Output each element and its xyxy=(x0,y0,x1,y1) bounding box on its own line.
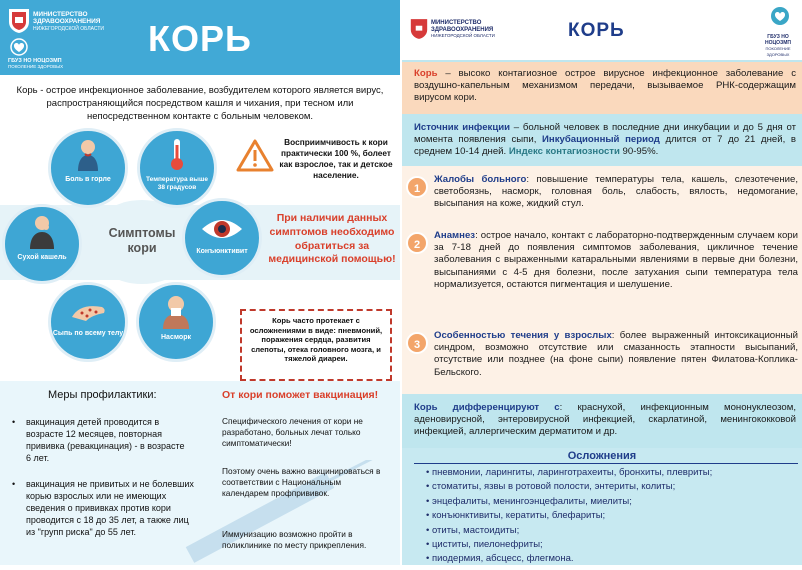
vaccine-title: От кори поможет вакцинация! xyxy=(222,389,379,401)
differential-text xyxy=(414,402,796,439)
source-term: Источник инфекции xyxy=(414,122,511,133)
symptom-dry-cough xyxy=(2,204,82,284)
ministry-line2: ЗДРАВООХРАНЕНИЯ xyxy=(33,18,101,25)
complication-item: • пневмонии, ларингиты, ларинготрахеиты, бронхиты, плевриты; xyxy=(426,466,796,480)
center-logo-icon xyxy=(10,38,28,56)
item-term-2: Анамнез xyxy=(434,230,476,241)
item-term-3: Особенностью течения у взрослых xyxy=(434,330,612,341)
complication-item: • пиодермия, абсцесс, флегмона. xyxy=(426,552,796,566)
definition-body: – высоко контагиозное острое вирусное инфекционное заболевание с воздушно-капельным механизмом передачи, вызываемое РНК-содержащим вирусом кори. xyxy=(414,68,796,104)
complication-item: • отиты, мастоидиты; xyxy=(426,524,796,538)
item-1 xyxy=(406,174,798,211)
right-ministry-region: НИЖЕГОРОДСКОЙ ОБЛАСТИ xyxy=(431,33,495,38)
ministry-region: НИЖЕГОРОДСКОЙ ОБЛАСТИ xyxy=(33,26,104,32)
right-ministry-line2: ЗДРАВООХРАНЕНИЯ xyxy=(431,26,494,33)
vaccine-text-2: Поэтому очень важно вакцинироваться в соответствии с Национальным календарем профпрививок. xyxy=(222,466,381,498)
sore-throat-icon xyxy=(73,137,103,171)
definition-text xyxy=(414,68,796,105)
symptom-label-runny-nose: Насморк xyxy=(161,334,191,341)
prevention-item-1: • вакцинация детей проводится в возрасте 12 месяцев, повторная прививка (ревакцинация) - в возрасте 6 лет. xyxy=(12,416,190,464)
item-number-2: 2 xyxy=(406,232,428,254)
item-text-1: : повышение температуры тела, кашель, слезотечение, светобоязнь, насморк, головная боль, слабость, вялость, недомогание, высыпания на коже, жидкий стул. xyxy=(434,174,798,210)
index-body: 90-95%. xyxy=(619,146,659,158)
complication-item: • циститы, пиелонефриты; xyxy=(426,538,796,552)
item-number-1: 1 xyxy=(406,176,428,198)
source-text xyxy=(414,122,796,159)
definition-term: Корь xyxy=(414,68,438,79)
symptom-fever xyxy=(137,128,217,208)
item-2 xyxy=(406,230,798,291)
right-ministry-name xyxy=(431,20,495,40)
item-text-3: : более выраженный интоксикационный синдром, возможно отсутствие или смазанность этапности высыпаний, отсутствие или позднее (на фоне сыпи) появление пятен Филатова-Коплика-Бельского. xyxy=(434,330,798,378)
right-center-line1: ГБУЗ НО НОЦОЗМП xyxy=(765,34,791,46)
right-ministry-line1: МИНИСТЕРСТВО xyxy=(431,20,482,26)
item-3 xyxy=(406,330,798,379)
left-title: КОРЬ xyxy=(148,18,252,59)
susceptibility-text: Восприимчивость к кори практически 100 %, болеет как взрослое, так и детское население. xyxy=(279,137,393,180)
complication-item: • стоматиты, язвы в ротовой полости, энтериты, колиты; xyxy=(426,480,796,494)
index-term: Индекс контагиозности xyxy=(508,146,620,158)
right-center-logo-icon xyxy=(770,6,790,26)
prevention-item-2: • вакцинация не привитых и не болевших корью взрослых или не имеющих сведения о прививках против кори проводится с 18 до 35 лет, а также лиц из "групп риска" до 55 лет. xyxy=(12,478,200,538)
complication-item: • конъюнктивиты, кератиты, блефариты; xyxy=(426,509,796,523)
right-title: КОРЬ xyxy=(568,20,625,41)
advice-text: При наличии данных симптомов необходимо обратиться за медицинской помощью! xyxy=(268,212,396,266)
symptom-label-sore-throat: Боль в горле xyxy=(65,176,111,183)
complications-title: Осложнения xyxy=(567,450,637,462)
symptom-conjunctivitis xyxy=(182,198,262,278)
complications-note: Корь часто протекает с осложнениями в виде: пневмоний, поражения сердца, развития слепоты, отека головного мозга, и тяжелой диареи. xyxy=(240,309,392,381)
prevention-title: Меры профилактики: xyxy=(48,389,157,401)
source-body: – больной человек в последние дни инкубации и до 5 дня от момента появления сыпи, xyxy=(414,122,796,146)
prevention-text-2: вакцинация не привитых и не болевших корью взрослых или не имеющих сведения о прививках против кори проводится с 18 до 35 лет, а также лиц из "групп риска" до 55 лет. xyxy=(26,479,194,537)
item-text-2: : острое начало, контакт с лабораторно-подтвержденным случаем кори за 7-18 дней до появления симптомов заболевания, цикличное течение заболевания с выраженными катаральными явлениями в первые дни болезни, высыпаниями с 4-5 дня болезни, после затухания сыпи температура тела нормализуется, остаются пигментация и шелушение. xyxy=(434,230,798,290)
center-line1: ГБУЗ НО НОЦОЗМП xyxy=(8,58,62,64)
symptom-label-rash: Сыпь по всему телу xyxy=(52,330,124,337)
cough-icon xyxy=(26,213,58,249)
right-center-name xyxy=(755,34,801,58)
symptoms-center-label: Симптомы кори xyxy=(108,226,176,255)
rash-hand-icon xyxy=(68,295,108,325)
vaccine-text-3: Иммунизацию возможно пройти в поликлинике по месту прикрепления. xyxy=(222,529,367,550)
symptom-rash xyxy=(48,282,128,362)
center-line2: ПОКОЛЕНИЕ ЗДОРОВЫХ xyxy=(8,64,64,69)
symptom-sore-throat xyxy=(48,128,128,208)
symptom-label-dry-cough: Сухой кашель xyxy=(17,254,67,261)
left-intro: Корь - острое инфекционное заболевание, возбудителем которого является вирус, распространяющийся посредством кашля и чихания, при тесном или непосредственном контакте с больным человеком. xyxy=(16,85,384,122)
incubation-term: Инкубационный период xyxy=(542,134,660,146)
item-term-1: Жалобы больного xyxy=(434,174,527,185)
center-name xyxy=(8,58,63,70)
differential-body: : краснухой, инфекционным мононуклеозом, аденовирусной, энтеровирусной инфекцией, скарлатиной, менингококковой инфекцией, аллергическим дерматитом и др. xyxy=(414,402,796,438)
ministry-line1: МИНИСТЕРСТВО xyxy=(33,11,88,18)
runny-nose-icon xyxy=(159,293,193,329)
symptom-runny-nose xyxy=(136,282,216,362)
incubation-body: длится от 7 до 21 дней, в среднем 10-14 дней. xyxy=(414,134,796,158)
item-number-3: 3 xyxy=(406,332,428,354)
vaccine-text-1: Специфического лечения от кори не разработано, больных лечат только симптоматически! xyxy=(222,416,363,448)
complications-list xyxy=(426,466,796,567)
complications-underline xyxy=(414,463,798,464)
symptom-label-fever: Температура выше 38 градусов xyxy=(146,176,208,191)
coat-of-arms-icon xyxy=(8,8,30,34)
warning-icon xyxy=(236,138,274,172)
differential-term: Корь дифференцируют с xyxy=(414,402,560,413)
coat-of-arms-icon xyxy=(410,18,428,40)
symptom-label-conjunctivitis: Конъюнктивит xyxy=(196,248,248,255)
prevention-text-1: вакцинация детей проводится в возрасте 12 месяцев, повторная прививка (ревакцинация) - в возрасте 6 лет. xyxy=(26,417,185,463)
right-center-line2: ПОКОЛЕНИЕ ЗДОРОВЫХ xyxy=(765,46,791,57)
ministry-name xyxy=(33,11,104,33)
eye-icon xyxy=(200,215,244,243)
thermometer-icon xyxy=(167,137,187,171)
complication-item: • энцефалиты, менингоэнцефалиты, миелиты; xyxy=(426,495,796,509)
